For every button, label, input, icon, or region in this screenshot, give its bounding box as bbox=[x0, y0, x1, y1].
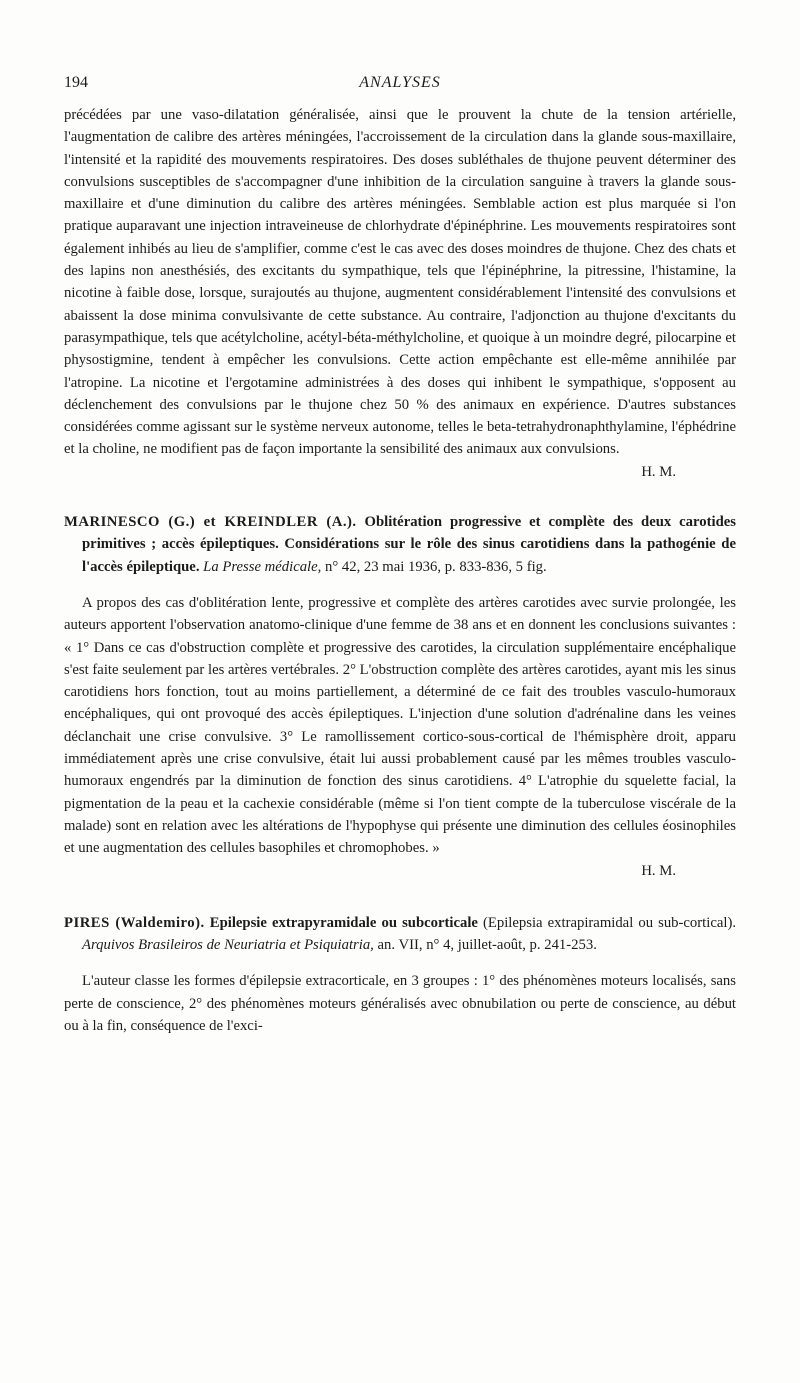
entry-journal: La Presse médicale, bbox=[203, 558, 322, 575]
entry-authors: PIRES (Waldemiro). bbox=[64, 914, 205, 931]
signature: H. M. bbox=[641, 463, 676, 480]
entry-abstract: A propos des cas d'oblitération lente, progressive et complète des artères carotides avec survie prolongée, les auteurs apportent l'observation anatomo-clinique d'une femme de 38 ans et en donnent les conclusions suivantes : « 1° Dans ce cas d'obstruction complète et progressive des carotides, la circulation supplémentaire encéphalique s'est faite seulement par les artères vertébrales. 2° L'obstruction complète des artères carotides, ayant mis les sinus carotidiens hors fonction, tout au moins partiellement, a déterminé de ce fait des troubles vasculo-humoraux encéphaliques, qui ont provoqué des accès épileptiques. L'injection d'une solution d'adrénaline dans les veines déclanchait une crise convulsive. 3° Le ramollissement cortico-sous-cortical de l'hémisphère droit, apparu immédiatement après une crise convulsive, était lui aussi probablement causé par les mêmes troubles vasculo-humoraux engendrés par la diminution de fonction des sinus carotidiens. 4° L'atrophie du squelette facial, la pigmentation de la peau et la cachexie considérable (même si l'on tient compte de la tuberculose viscérale de la malade) sont en relation avec les altérations de l'hypophyse qui présente une diminution des cellules éosinophiles et une augmentation des cellules basophiles et chromophobes. » bbox=[64, 594, 736, 857]
entry-subtitle: (Epilepsia extrapiramidal ou sub-cortical). bbox=[483, 914, 737, 931]
entry-title: Epilepsie extrapyramidale ou subcorticale bbox=[209, 914, 478, 931]
signature: H. M. bbox=[641, 862, 676, 879]
entry-authors: MARINESCO (G.) et KREINDLER (A.). bbox=[64, 514, 357, 531]
entry-citation: an. VII, n° 4, juillet-août, p. 241-253. bbox=[377, 937, 597, 954]
continuation-paragraph: précédées par une vaso-dilatation généralisée, ainsi que le prouvent la chute de la tension artérielle, l'augmentation de calibre des artères méningées, l'accroissement de la circulation dans la glande sous-maxillaire, l'intensité et la rapidité des mouvements respiratoires. Des doses subléthales de thujone peuvent déterminer des convulsions susceptibles de s'accompagner d'une inhibition de la circulation sanguine à travers la glande sous-maxillaire et d'une diminution du calibre des artères méningées. Semblable action est plus marquée si l'on pratique auparavant une injection intraveineuse de chlorhydrate d'épinéphrine. Les mouvements respiratoires sont également inhibés au lieu de s'amplifier, comme c'est le cas avec des doses moindres de thujone. Chez des chats et des lapins non anesthésiés, des excitants du sympathique, tels que l'épinéphrine, la pitressine, l'histamine, la nicotine à faible dose, lorsque, surajoutés au thujone, augmentent considérablement l'intensité des convulsions et abaissent la dose minima convulsivante de cette substance. Au contraire, l'adjonction au thujone d'excitants du parasympathique, tels que acétylcholine, acétyl-béta-méthylcholine, et quoique à un moindre degré, pilocarpine et physostigmine, tendent à empêcher les convulsions. Cette action empêchante est elle-même annihilée par l'atropine. La nicotine et l'ergotamine administrées à des doses qui inhibent le sympathique, s'opposent au déclenchement des convulsions par le thujone chez 50 % des animaux en expérience. D'autres substances considérées comme agissant sur le système nerveux autonome, telles le beta-tetrahydronaphthylamine, l'éphédrine et la choline, ne modifient pas de façon importante la sensibilité des animaux aux convulsions. bbox=[64, 107, 736, 458]
entry-journal: Arquivos Brasileiros de Neuriatria et Psiquiatria, bbox=[82, 937, 374, 954]
page-number: 194 bbox=[64, 74, 88, 91]
section-title: ANALYSES bbox=[359, 74, 441, 91]
entry-title: Oblitération progressive et complète des deux carotides primitives ; accès épileptiques. Considérations sur le rôle des sinus carotidiens dans la pathogénie de l'accès épileptique. bbox=[82, 514, 736, 575]
entry-abstract: L'auteur classe les formes d'épilepsie extracorticale, en 3 groupes : 1° des phénomènes moteurs localisés, sans perte de conscience, 2° des phénomènes moteurs généralisés avec obnubilation ou perte de conscience, au début ou à la fin, conséquence de l'exci- bbox=[64, 973, 736, 1034]
entry-citation: n° 42, 23 mai 1936, p. 833-836, 5 fig. bbox=[325, 558, 547, 575]
page bbox=[64, 74, 736, 1037]
entry-heading-pires bbox=[64, 912, 736, 957]
running-head bbox=[64, 74, 736, 104]
entry-heading-marinesco bbox=[64, 511, 736, 578]
